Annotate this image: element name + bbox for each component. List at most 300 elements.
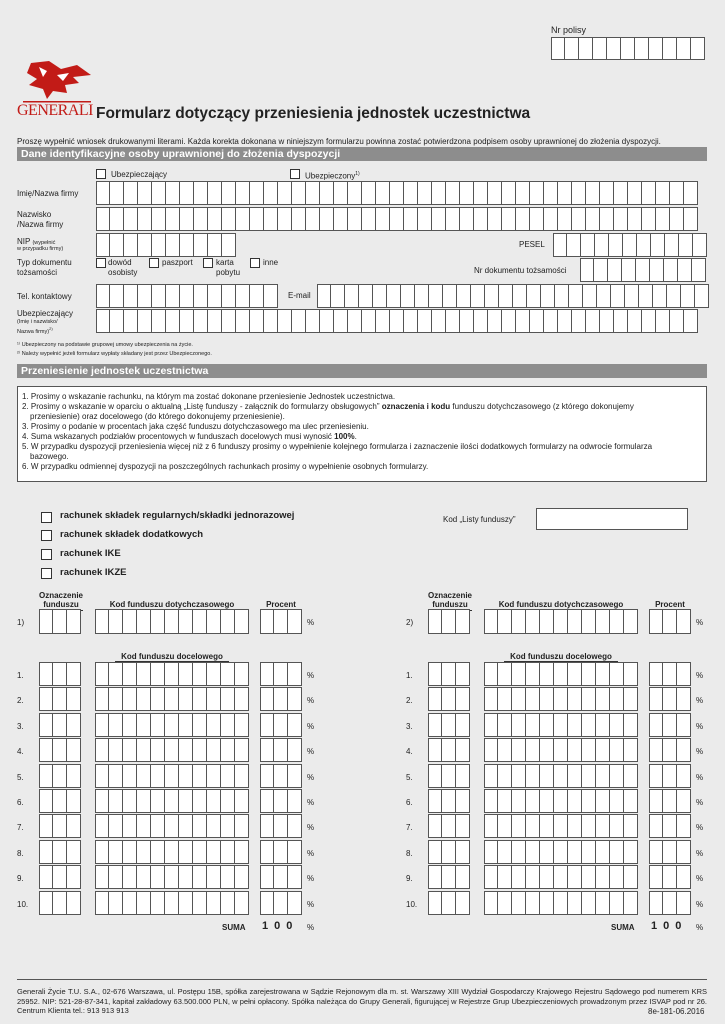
char-cell — [208, 233, 222, 257]
char-cell — [594, 258, 608, 282]
char-cell — [418, 207, 432, 231]
char-cell — [624, 738, 638, 762]
target-percent-field[interactable] — [649, 687, 691, 711]
char-cell — [656, 181, 670, 205]
surname-label-2: /Nazwa firmy — [17, 220, 64, 229]
char-cell — [180, 207, 194, 231]
row-number: 10. — [406, 899, 418, 909]
char-cell — [540, 814, 554, 838]
insurer-note-2: Nazwa firmy) — [17, 328, 50, 335]
char-cell — [540, 865, 554, 889]
char-cell — [428, 891, 442, 915]
char-cell — [474, 181, 488, 205]
col-mark-header: Oznaczenie funduszu — [38, 591, 83, 609]
char-cell — [582, 609, 596, 634]
char-cell — [250, 181, 264, 205]
char-cell — [650, 258, 664, 282]
account-ikze-checkbox[interactable] — [41, 568, 52, 579]
char-cell — [194, 309, 208, 333]
char-cell — [565, 37, 579, 60]
pesel-field[interactable] — [553, 233, 707, 257]
char-cell — [67, 713, 81, 737]
char-cell — [123, 789, 137, 813]
email-field[interactable] — [317, 284, 709, 308]
col-percent-header: Procent — [655, 600, 685, 609]
char-cell — [151, 814, 165, 838]
char-cell — [151, 687, 165, 711]
target-mark-field[interactable] — [428, 687, 470, 711]
target-fund-code-field[interactable] — [484, 865, 638, 889]
char-cell — [582, 865, 596, 889]
target-percent-field[interactable] — [649, 865, 691, 889]
char-cell — [193, 713, 207, 737]
char-cell — [596, 840, 610, 864]
char-cell — [151, 662, 165, 686]
char-cell — [320, 181, 334, 205]
name-field[interactable] — [96, 181, 698, 205]
target-mark-field[interactable] — [428, 662, 470, 686]
target-percent-field[interactable] — [260, 865, 302, 889]
target-fund-code-field[interactable] — [484, 687, 638, 711]
form-code: 8e-181-06.2016 — [648, 1007, 705, 1016]
char-cell — [635, 37, 649, 60]
target-mark-field[interactable] — [39, 738, 81, 762]
char-cell — [488, 181, 502, 205]
char-cell — [222, 207, 236, 231]
char-cell — [530, 207, 544, 231]
target-fund-code-field[interactable] — [484, 814, 638, 838]
char-cell — [362, 309, 376, 333]
target-mark-field[interactable] — [428, 891, 470, 915]
char-cell — [456, 814, 470, 838]
char-cell — [611, 284, 625, 308]
target-mark-field[interactable] — [428, 789, 470, 813]
char-cell — [442, 609, 456, 634]
source-fund-code-field[interactable] — [95, 609, 249, 634]
char-cell — [474, 207, 488, 231]
target-fund-code-field[interactable] — [95, 789, 249, 813]
target-fund-code-field[interactable] — [484, 662, 638, 686]
sum-value: 100 — [262, 920, 299, 932]
char-cell — [484, 840, 498, 864]
target-fund-code-field[interactable] — [95, 662, 249, 686]
target-fund-code-field[interactable] — [484, 840, 638, 864]
char-cell — [512, 891, 526, 915]
char-cell — [554, 840, 568, 864]
char-cell — [288, 609, 302, 634]
target-percent-field[interactable] — [260, 738, 302, 762]
char-cell — [288, 662, 302, 686]
target-mark-field[interactable] — [428, 865, 470, 889]
target-mark-field[interactable] — [39, 814, 81, 838]
doc-number-field[interactable] — [580, 258, 706, 282]
char-cell — [568, 609, 582, 634]
char-cell — [428, 662, 442, 686]
char-cell — [288, 814, 302, 838]
target-percent-field[interactable] — [649, 789, 691, 813]
target-fund-code-field[interactable] — [95, 840, 249, 864]
char-cell — [404, 181, 418, 205]
char-cell — [404, 207, 418, 231]
char-cell — [428, 687, 442, 711]
char-cell — [250, 284, 264, 308]
instruction-3: 3. Prosimy o podanie w procentach jaka część funduszu dotychczasowego ma ulec przeniesieniu. — [22, 422, 369, 431]
row-number: 6. — [17, 798, 24, 807]
char-cell — [498, 840, 512, 864]
fund-list-code-field[interactable] — [536, 508, 688, 530]
char-cell — [39, 687, 53, 711]
char-cell — [540, 713, 554, 737]
doc-id-card-label-2: osobisty — [108, 268, 138, 277]
phone-field[interactable] — [96, 284, 278, 308]
char-cell — [642, 181, 656, 205]
char-cell — [221, 738, 235, 762]
target-fund-code-field[interactable] — [484, 764, 638, 788]
target-fund-code-field[interactable] — [95, 814, 249, 838]
char-cell — [540, 738, 554, 762]
doc-other-checkbox[interactable] — [250, 258, 260, 268]
target-mark-field[interactable] — [39, 865, 81, 889]
target-percent-field[interactable] — [649, 891, 691, 915]
char-cell — [677, 891, 691, 915]
row-number: 6. — [406, 798, 413, 807]
char-cell — [348, 181, 362, 205]
char-cell — [362, 207, 376, 231]
doc-number-label: Nr dokumentu tożsamości — [474, 266, 567, 275]
char-cell — [446, 181, 460, 205]
char-cell — [274, 764, 288, 788]
policy-number-field[interactable] — [551, 37, 705, 60]
char-cell — [124, 309, 138, 333]
char-cell — [208, 207, 222, 231]
row-number: 4. — [17, 747, 24, 757]
target-fund-code-field[interactable] — [95, 713, 249, 737]
target-fund-code-field[interactable] — [95, 764, 249, 788]
char-cell — [624, 789, 638, 813]
percent-sign: % — [696, 696, 704, 706]
char-cell — [207, 865, 221, 889]
char-cell — [555, 284, 569, 308]
char-cell — [428, 865, 442, 889]
char-cell — [152, 233, 166, 257]
char-cell — [442, 840, 456, 864]
char-cell — [624, 764, 638, 788]
char-cell — [123, 865, 137, 889]
target-percent-field[interactable] — [649, 713, 691, 737]
char-cell — [484, 738, 498, 762]
percent-sign: % — [307, 798, 315, 807]
char-cell — [428, 764, 442, 788]
account-regular-checkbox[interactable] — [41, 512, 52, 523]
char-cell — [681, 284, 695, 308]
char-cell — [544, 207, 558, 231]
percent-sign: % — [307, 618, 315, 627]
target-percent-field[interactable] — [260, 713, 302, 737]
source-percent-field[interactable] — [260, 609, 302, 634]
char-cell — [67, 814, 81, 838]
char-cell — [610, 865, 624, 889]
char-cell — [610, 687, 624, 711]
char-cell — [235, 764, 249, 788]
phone-label: Tel. kontaktowy — [17, 292, 72, 301]
char-cell — [498, 609, 512, 634]
target-percent-field[interactable] — [260, 814, 302, 838]
char-cell — [53, 865, 67, 889]
char-cell — [446, 309, 460, 333]
target-percent-field[interactable] — [260, 764, 302, 788]
target-mark-field[interactable] — [39, 789, 81, 813]
target-percent-field[interactable] — [260, 662, 302, 686]
char-cell — [610, 764, 624, 788]
target-fund-code-field[interactable] — [484, 789, 638, 813]
target-percent-field[interactable] — [649, 840, 691, 864]
char-cell — [179, 609, 193, 634]
target-percent-field[interactable] — [260, 789, 302, 813]
char-cell — [527, 284, 541, 308]
char-cell — [165, 789, 179, 813]
doc-other-label: inne — [263, 258, 279, 267]
char-cell — [428, 609, 442, 634]
char-cell — [516, 309, 530, 333]
char-cell — [484, 764, 498, 788]
target-mark-field[interactable] — [39, 662, 81, 686]
percent-sign: % — [696, 618, 704, 627]
char-cell — [110, 207, 124, 231]
char-cell — [165, 738, 179, 762]
char-cell — [677, 865, 691, 889]
char-cell — [334, 309, 348, 333]
char-cell — [568, 840, 582, 864]
char-cell — [208, 284, 222, 308]
nip-field[interactable] — [96, 233, 236, 257]
doc-passport-label: paszport — [162, 258, 193, 267]
char-cell — [67, 789, 81, 813]
char-cell — [180, 284, 194, 308]
fund-mark-field[interactable] — [39, 609, 81, 634]
instructions-box — [17, 386, 707, 482]
char-cell — [123, 764, 137, 788]
target-mark-field[interactable] — [428, 713, 470, 737]
target-mark-field[interactable] — [39, 713, 81, 737]
char-cell — [582, 840, 596, 864]
char-cell — [235, 662, 249, 686]
target-mark-field[interactable] — [39, 764, 81, 788]
char-cell — [610, 891, 624, 915]
char-cell — [317, 284, 331, 308]
char-cell — [622, 258, 636, 282]
char-cell — [498, 713, 512, 737]
char-cell — [484, 609, 498, 634]
col-code-header: Kod funduszu dotychczasowego — [109, 600, 235, 609]
char-cell — [274, 713, 288, 737]
char-cell — [558, 207, 572, 231]
doc-type-label-1: Typ dokumentu — [17, 258, 72, 267]
target-percent-field[interactable] — [649, 738, 691, 762]
target-percent-field[interactable] — [260, 687, 302, 711]
char-cell — [485, 284, 499, 308]
char-cell — [513, 284, 527, 308]
char-cell — [512, 814, 526, 838]
char-cell — [624, 891, 638, 915]
target-mark-field[interactable] — [428, 764, 470, 788]
char-cell — [207, 662, 221, 686]
row-number: 5. — [17, 772, 24, 782]
char-cell — [138, 181, 152, 205]
target-mark-field[interactable] — [39, 891, 81, 915]
target-percent-field[interactable] — [649, 764, 691, 788]
char-cell — [512, 865, 526, 889]
row-number: 5. — [406, 772, 413, 782]
insured-checkbox[interactable] — [290, 169, 300, 179]
pesel-label: PESEL — [519, 240, 545, 249]
char-cell — [110, 309, 124, 333]
doc-residence-checkbox[interactable] — [203, 258, 213, 268]
target-fund-code-field[interactable] — [95, 687, 249, 711]
percent-sign: % — [696, 721, 704, 731]
insurer-name-field[interactable] — [96, 309, 698, 333]
char-cell — [137, 738, 151, 762]
char-cell — [649, 840, 663, 864]
account-ike-checkbox[interactable] — [41, 549, 52, 560]
char-cell — [642, 309, 656, 333]
char-cell — [235, 687, 249, 711]
source-fund-code-field[interactable] — [484, 609, 638, 634]
char-cell — [95, 814, 109, 838]
char-cell — [498, 865, 512, 889]
char-cell — [442, 687, 456, 711]
char-cell — [665, 233, 679, 257]
insurer-checkbox[interactable] — [96, 169, 106, 179]
char-cell — [568, 713, 582, 737]
char-cell — [677, 789, 691, 813]
target-fund-code-field[interactable] — [484, 891, 638, 915]
char-cell — [194, 207, 208, 231]
nip-note-1: (wypełnić — [32, 240, 56, 246]
char-cell — [554, 662, 568, 686]
char-cell — [488, 207, 502, 231]
char-cell — [390, 207, 404, 231]
char-cell — [442, 891, 456, 915]
char-cell — [137, 713, 151, 737]
char-cell — [428, 738, 442, 762]
target-percent-field[interactable] — [260, 891, 302, 915]
char-cell — [165, 891, 179, 915]
fund-list-code-label: Kod „Listy funduszy” — [443, 515, 516, 524]
char-cell — [53, 840, 67, 864]
char-cell — [498, 891, 512, 915]
target-percent-field[interactable] — [649, 662, 691, 686]
char-cell — [432, 207, 446, 231]
char-cell — [138, 309, 152, 333]
char-cell — [558, 309, 572, 333]
char-cell — [596, 865, 610, 889]
char-cell — [484, 814, 498, 838]
doc-passport-checkbox[interactable] — [149, 258, 159, 268]
char-cell — [235, 840, 249, 864]
target-fund-code-field[interactable] — [95, 865, 249, 889]
char-cell — [677, 37, 691, 60]
char-cell — [596, 814, 610, 838]
char-cell — [373, 284, 387, 308]
target-mark-field[interactable] — [428, 840, 470, 864]
row-number: 7. — [17, 823, 24, 833]
target-mark-field[interactable] — [428, 814, 470, 838]
char-cell — [109, 713, 123, 737]
row-number: 8. — [17, 848, 24, 858]
target-fund-code-field[interactable] — [95, 891, 249, 915]
char-cell — [235, 713, 249, 737]
policy-number-label: Nr polisy — [551, 25, 587, 35]
nip-label: NIP — [17, 237, 31, 246]
insurer-option-label: Ubezpieczający — [111, 170, 168, 179]
target-fund-code-field[interactable] — [95, 738, 249, 762]
char-cell — [596, 687, 610, 711]
char-cell — [207, 840, 221, 864]
source-percent-field[interactable] — [649, 609, 691, 634]
char-cell — [456, 764, 470, 788]
target-mark-field[interactable] — [39, 687, 81, 711]
char-cell — [625, 284, 639, 308]
char-cell — [471, 284, 485, 308]
char-cell — [614, 207, 628, 231]
col-mark-header: Oznaczenie funduszu — [427, 591, 472, 609]
char-cell — [260, 687, 274, 711]
fund-mark-field[interactable] — [428, 609, 470, 634]
char-cell — [677, 687, 691, 711]
char-cell — [512, 662, 526, 686]
char-cell — [235, 891, 249, 915]
target-mark-field[interactable] — [39, 840, 81, 864]
char-cell — [151, 891, 165, 915]
char-cell — [554, 713, 568, 737]
char-cell — [456, 840, 470, 864]
char-cell — [221, 891, 235, 915]
char-cell — [207, 738, 221, 762]
char-cell — [607, 37, 621, 60]
char-cell — [512, 840, 526, 864]
char-cell — [53, 789, 67, 813]
char-cell — [236, 284, 250, 308]
char-cell — [39, 764, 53, 788]
instruction-5-cont: bazowego. — [30, 452, 69, 461]
instruction-5: 5. W przypadku dyspozycji przeniesienia więcej niż z 6 funduszy prosimy o wypełnienie kolejnego formularza i zaznaczenie ilości dodatkowych formularzy na odwrocie formularza — [22, 442, 653, 451]
char-cell — [432, 181, 446, 205]
char-cell — [274, 891, 288, 915]
char-cell — [137, 662, 151, 686]
char-cell — [442, 789, 456, 813]
target-fund-code-field[interactable] — [484, 738, 638, 762]
char-cell — [53, 609, 67, 634]
char-cell — [109, 764, 123, 788]
page-title: Formularz dotyczący przeniesienia jednostek uczestnictwa — [96, 105, 531, 122]
char-cell — [221, 687, 235, 711]
target-mark-field[interactable] — [428, 738, 470, 762]
target-percent-field[interactable] — [649, 814, 691, 838]
char-cell — [137, 891, 151, 915]
char-cell — [274, 814, 288, 838]
account-additional-checkbox[interactable] — [41, 530, 52, 541]
char-cell — [95, 764, 109, 788]
char-cell — [124, 181, 138, 205]
target-percent-field[interactable] — [260, 840, 302, 864]
sum-label: SUMA — [222, 923, 246, 932]
char-cell — [152, 207, 166, 231]
target-fund-code-field[interactable] — [484, 713, 638, 737]
char-cell — [460, 181, 474, 205]
doc-id-card-checkbox[interactable] — [96, 258, 106, 268]
char-cell — [222, 181, 236, 205]
surname-field[interactable] — [96, 207, 698, 231]
